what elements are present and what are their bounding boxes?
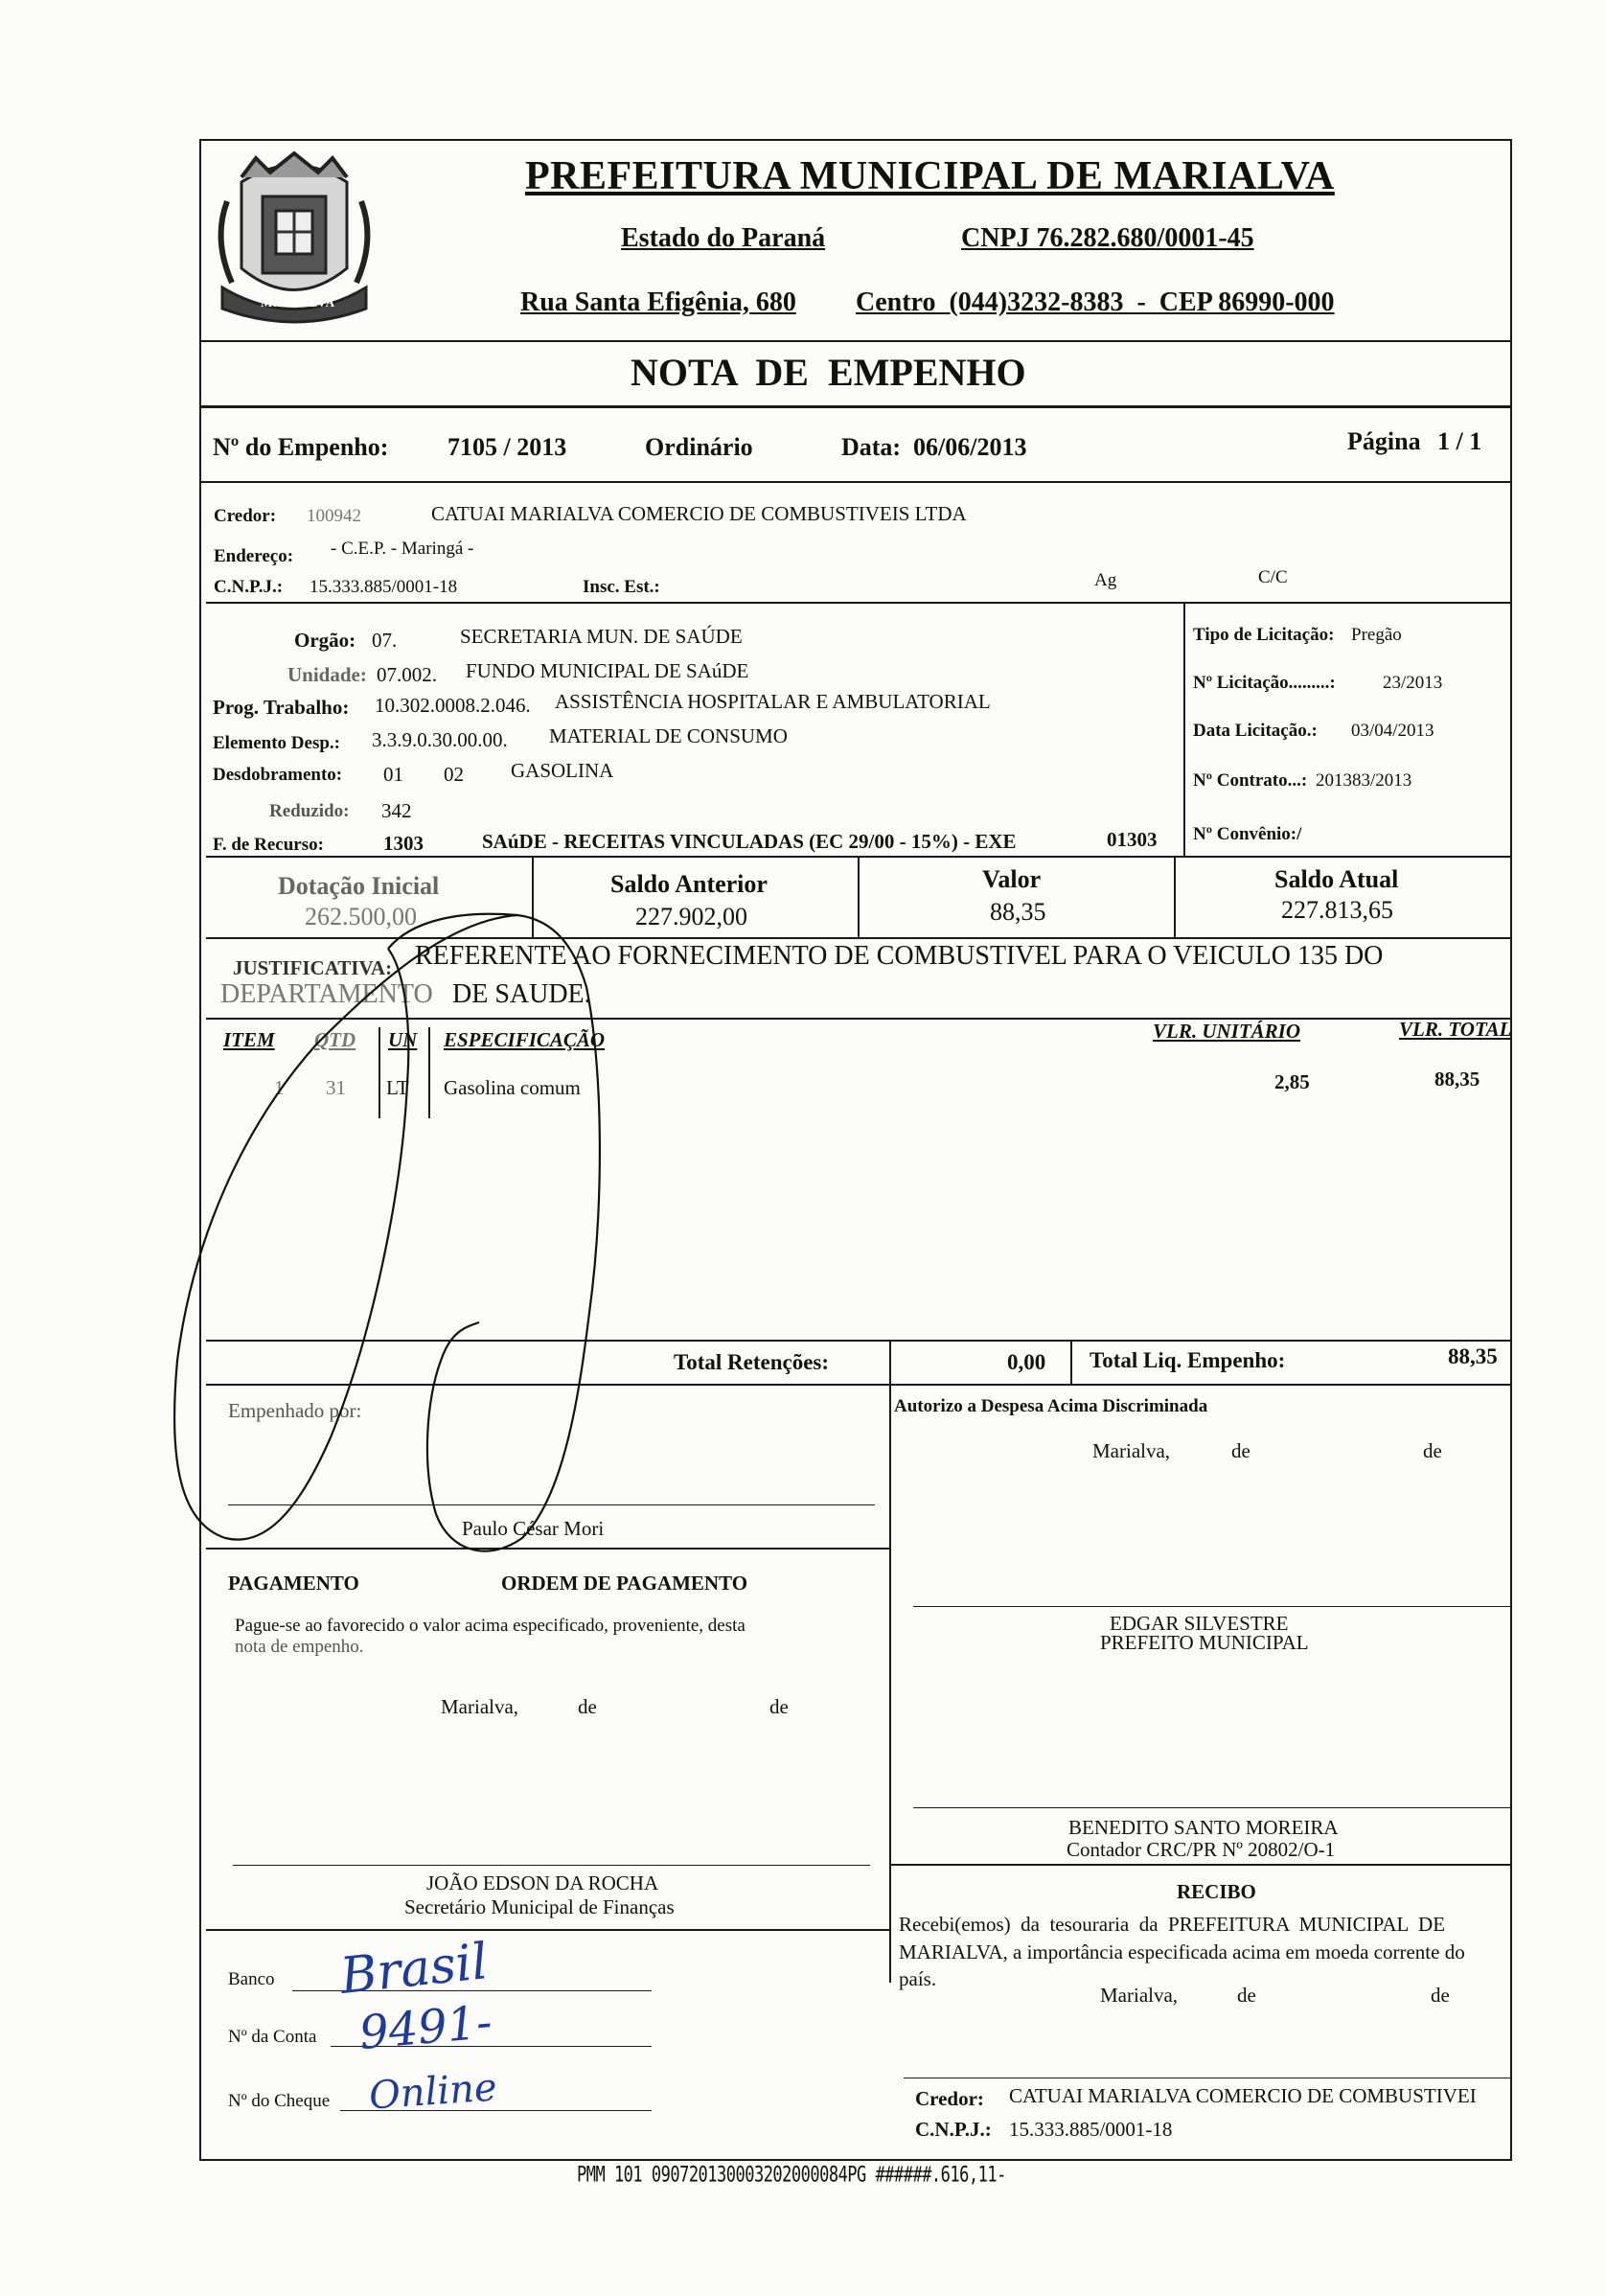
empenho-number-label: Nº do Empenho: <box>213 433 389 461</box>
seal-ribbon-text: MARIALVA <box>261 295 336 310</box>
recurso-code: 1303 <box>383 832 424 855</box>
prog-code: 10.302.0008.2.046. <box>375 694 531 717</box>
justificativa-line-1: REFERENTE AO FORNECIMENTO DE COMBUSTIVEL PARA O VEICULO 135 DO <box>415 941 1384 971</box>
saldo-atual-value: 227.813,65 <box>1281 896 1393 924</box>
recibo-de-2: de <box>1431 1984 1450 2007</box>
autorizo-signer-1-role: PREFEITO MUNICIPAL <box>1100 1631 1309 1654</box>
orgao-code: 07. <box>372 629 398 652</box>
recurso-code-2: 01303 <box>1107 828 1158 851</box>
recibo-text-line-2: MARIALVA, a importância especificada acima em moeda corrente do <box>899 1940 1465 1963</box>
recibo-city: Marialva, <box>1100 1984 1179 2007</box>
autorizo-signer-2: BENEDITO SANTO MOREIRA <box>1068 1816 1339 1839</box>
autorizo-de-1: de <box>1231 1439 1250 1462</box>
valor-value: 88,35 <box>990 898 1046 926</box>
credor-name: CATUAI MARIALVA COMERCIO DE COMBUSTIVEIS LTDA <box>431 502 967 525</box>
saldo-atual-label: Saldo Atual <box>1274 865 1399 893</box>
empenho-number: 7105 / 2013 <box>447 433 567 461</box>
justificativa-line-2: DE SAUDE. <box>452 979 591 1009</box>
credor-address-label: Endereço: <box>214 546 294 566</box>
item-number: 1 <box>274 1076 285 1099</box>
licitacao-data: 03/04/2013 <box>1351 721 1434 741</box>
reduzido-value: 342 <box>381 799 412 822</box>
licitacao-tipo: Pregão <box>1351 625 1402 645</box>
elemento-name: MATERIAL DE CONSUMO <box>549 724 788 747</box>
col-header-total-value: VLR. TOTAL <box>1399 1018 1512 1041</box>
autorizo-signer-1: EDGAR SILVESTRE <box>1110 1612 1289 1635</box>
item-unit-value: 2,85 <box>1274 1070 1310 1093</box>
valor-label: Valor <box>982 865 1042 893</box>
recibo-text-line-3: país. <box>899 1967 937 1990</box>
dotacao-inicial-label: Dotação Inicial <box>278 872 440 900</box>
item-total-value: 88,35 <box>1434 1068 1480 1091</box>
prog-label: Prog. Trabalho: <box>213 696 350 719</box>
recibo-cnpj: 15.333.885/0001-18 <box>1009 2118 1173 2141</box>
item-un: LT <box>386 1076 409 1099</box>
conta-handwritten: 9491- <box>356 1995 494 2060</box>
desdobramento-label: Desdobramento: <box>213 765 343 785</box>
page-number: 1 / 1 <box>1437 427 1482 455</box>
page-label: Página <box>1347 427 1421 455</box>
unidade-name: FUNDO MUNICIPAL DE SAúDE <box>466 659 749 682</box>
empenho-date-label: Data: <box>841 433 902 461</box>
total-retencoes-label: Total Retenções: <box>674 1350 830 1374</box>
elemento-label: Elemento Desp.: <box>213 733 340 753</box>
recibo-cnpj-label: C.N.P.J.: <box>915 2118 992 2141</box>
cheque-handwritten: Online <box>367 2065 499 2119</box>
pagamento-signer: JOÃO EDSON DA ROCHA <box>426 1871 659 1894</box>
col-header-qtd: QTD <box>314 1028 356 1051</box>
banco-handwritten: Brasil <box>337 1933 491 2006</box>
pagamento-city: Marialva, <box>441 1695 519 1718</box>
autorizo-signer-2-role: Contador CRC/PR Nº 20802/O-1 <box>1067 1838 1336 1861</box>
header-address: Rua Santa Efigênia, 680 <box>520 287 796 317</box>
total-retencoes-value: 0,00 <box>1007 1350 1046 1374</box>
unidade-code: 07.002. <box>377 663 437 686</box>
credor-label: Credor: <box>214 506 277 526</box>
credor-ag-label: Ag <box>1094 570 1117 590</box>
licitacao-numero: 23/2013 <box>1383 673 1443 693</box>
justificativa-line-2-prefix: DEPARTAMENTO <box>220 979 433 1009</box>
empenho-date: 06/06/2013 <box>913 433 1027 461</box>
conta-label: Nº da Conta <box>228 2027 317 2047</box>
saldo-anterior-label: Saldo Anterior <box>610 870 768 898</box>
desdobramento-name: GASOLINA <box>511 759 614 782</box>
ordem-pagamento-label: ORDEM DE PAGAMENTO <box>501 1572 748 1595</box>
orgao-name: SECRETARIA MUN. DE SAÚDE <box>460 625 743 648</box>
credor-cnpj: 15.333.885/0001-18 <box>310 577 458 597</box>
empenhado-signer: Paulo César Mori <box>462 1517 605 1540</box>
licitacao-convenio-label: Nº Convênio:/ <box>1193 824 1302 844</box>
recibo-de-1: de <box>1237 1984 1256 2007</box>
pagamento-text-line-1: Pague-se ao favorecido o valor acima especificado, proveniente, desta <box>235 1616 746 1636</box>
footer-code: PMM 101 090720130003202000084PG ######.616,11- <box>577 2163 1006 2188</box>
autorizo-city: Marialva, <box>1092 1439 1171 1462</box>
desdobramento-b: 02 <box>444 763 464 786</box>
autorizo-label: Autorizo a Despesa Acima Discriminada <box>894 1396 1208 1416</box>
recibo-credor-label: Credor: <box>915 2087 984 2110</box>
saldo-anterior-value: 227.902,00 <box>635 903 747 930</box>
pagamento-de-1: de <box>578 1695 597 1718</box>
credor-insc-label: Insc. Est.: <box>583 577 660 597</box>
total-liquido-value: 88,35 <box>1448 1344 1498 1368</box>
item-qtd: 31 <box>326 1076 346 1099</box>
pagamento-text-line-2: nota de empenho. <box>235 1637 364 1657</box>
pagamento-signer-role: Secretário Municipal de Finanças <box>404 1895 675 1918</box>
dotacao-inicial-value: 262.500,00 <box>305 903 417 930</box>
header-cnpj: CNPJ 76.282.680/0001-45 <box>961 223 1254 253</box>
header-title: PREFEITURA MUNICIPAL DE MARIALVA <box>525 154 1335 198</box>
total-liquido-label: Total Liq. Empenho: <box>1090 1348 1286 1372</box>
licitacao-data-label: Data Licitação.: <box>1193 721 1318 741</box>
header-address-contact: Centro (044)3232-8383 - CEP 86990-000 <box>856 287 1335 317</box>
document-title: NOTA DE EMPENHO <box>631 351 1026 394</box>
col-header-spec: ESPECIFICAÇÃO <box>444 1028 606 1051</box>
recurso-name: SAúDE - RECEITAS VINCULADAS (EC 29/00 - 15%) - EXE <box>482 830 1017 853</box>
licitacao-contrato-label: Nº Contrato...: <box>1193 770 1308 791</box>
recibo-text-line-1: Recebi(emos) da tesouraria da PREFEITURA MUNICIPAL DE <box>899 1913 1446 1936</box>
header-state: Estado do Paraná <box>621 223 826 253</box>
pagamento-de-2: de <box>769 1695 789 1718</box>
autorizo-de-2: de <box>1423 1439 1442 1462</box>
credor-address: - C.E.P. - Maringá - <box>331 539 474 559</box>
col-header-unit-value: VLR. UNITÁRIO <box>1153 1020 1301 1043</box>
licitacao-numero-label: Nº Licitação.........: <box>1193 673 1336 693</box>
credor-cnpj-label: C.N.P.J.: <box>214 577 284 597</box>
pagamento-label: PAGAMENTO <box>228 1572 359 1595</box>
col-header-item: ITEM <box>223 1028 275 1051</box>
reduzido-label: Reduzido: <box>269 801 350 821</box>
desdobramento-a: 01 <box>383 763 403 786</box>
recurso-label: F. de Recurso: <box>213 835 324 855</box>
credor-cc-label: C/C <box>1258 567 1288 587</box>
col-header-un: UN <box>388 1028 418 1051</box>
recibo-credor: CATUAI MARIALVA COMERCIO DE COMBUSTIVEI <box>1009 2084 1477 2107</box>
elemento-code: 3.3.9.0.30.00.00. <box>372 728 508 751</box>
unidade-label: Unidade: <box>287 663 367 686</box>
cheque-label: Nº do Cheque <box>228 2091 331 2111</box>
justificativa-label: JUSTIFICATIVA: <box>233 956 393 979</box>
licitacao-tipo-label: Tipo de Licitação: <box>1193 625 1335 645</box>
empenhado-label: Empenhado por: <box>228 1399 362 1422</box>
recibo-label: RECIBO <box>1177 1880 1256 1903</box>
orgao-label: Orgão: <box>294 629 356 652</box>
banco-label: Banco <box>228 1969 275 1989</box>
empenho-type: Ordinário <box>645 433 753 461</box>
credor-code: 100942 <box>307 506 361 526</box>
item-spec: Gasolina comum <box>444 1076 581 1099</box>
prog-name: ASSISTÊNCIA HOSPITALAR E AMBULATORIAL <box>555 690 991 713</box>
licitacao-contrato: 201383/2013 <box>1316 770 1412 791</box>
